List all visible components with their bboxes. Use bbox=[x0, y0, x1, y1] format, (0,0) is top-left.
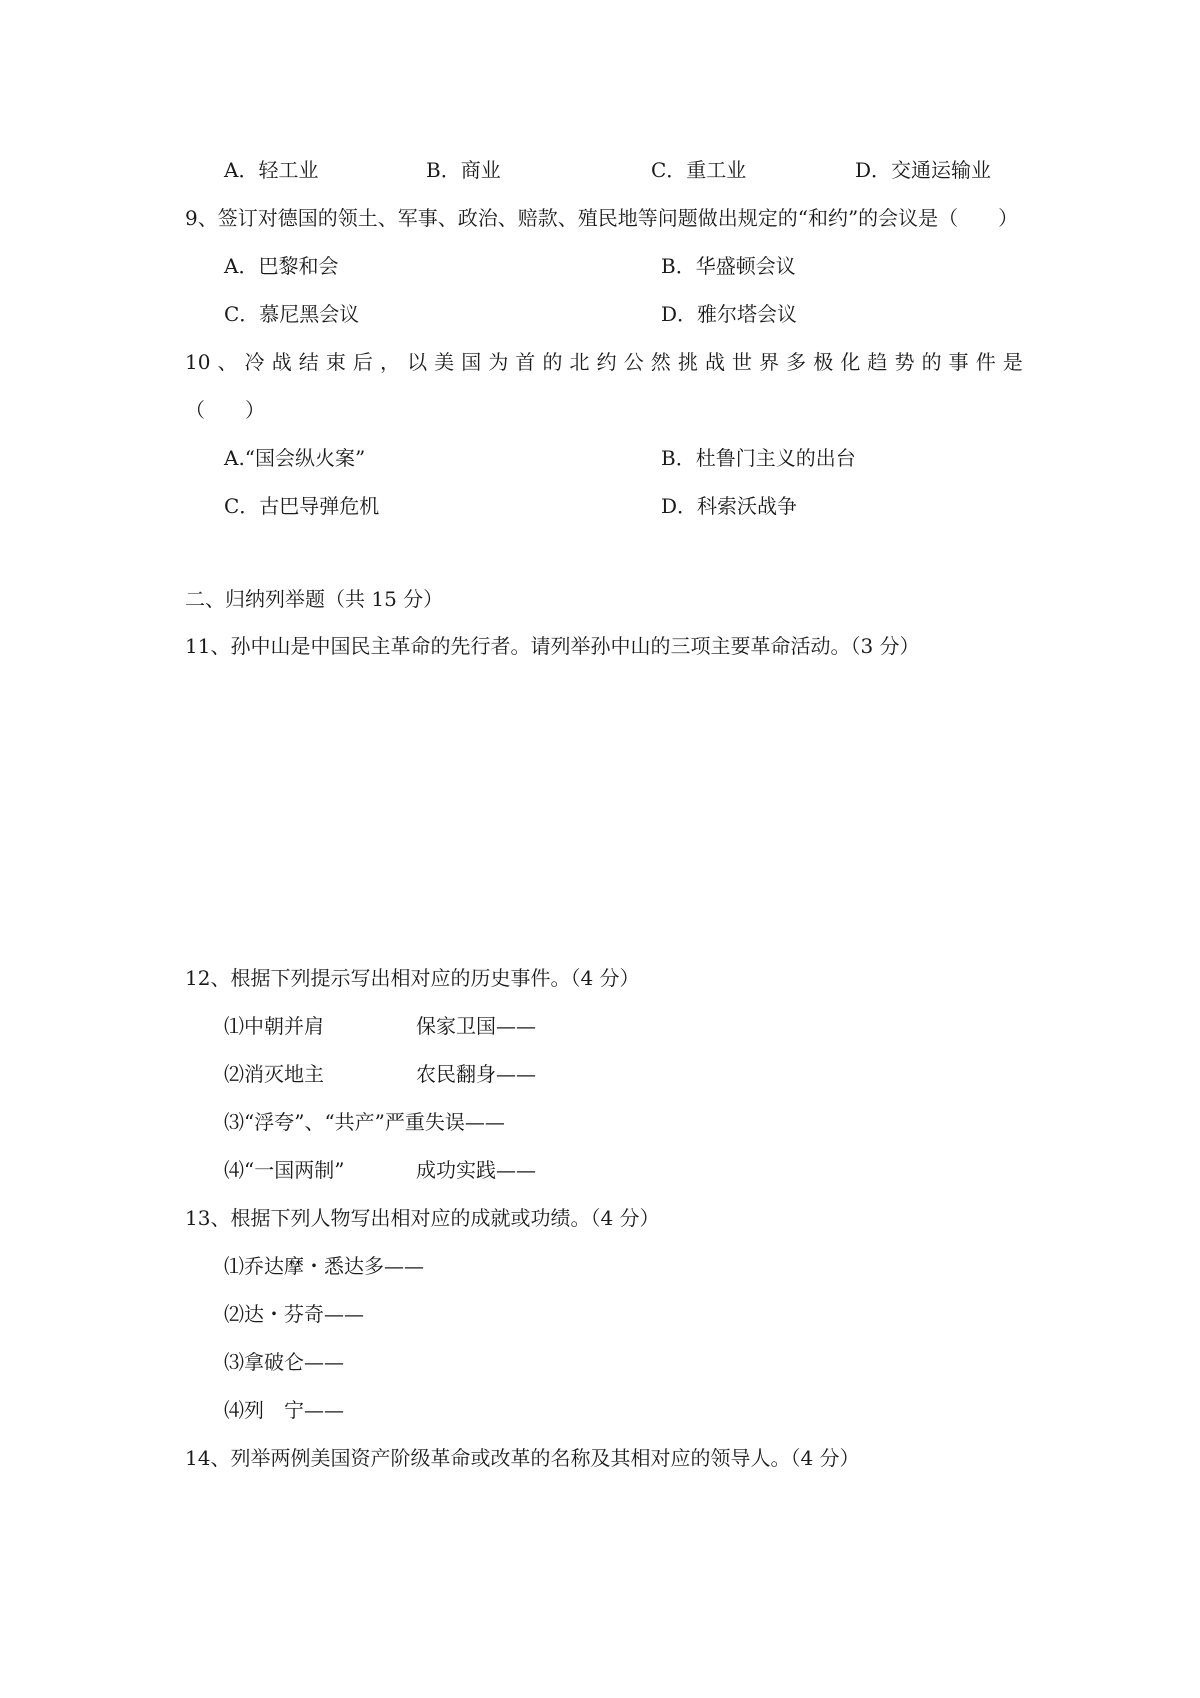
q13-item-3: ⑶拿破仑—— bbox=[224, 1350, 344, 1374]
q9-option-b: B．华盛顿会议 bbox=[661, 254, 796, 278]
q9-option-d: D．雅尔塔会议 bbox=[661, 302, 798, 326]
q14-stem: 14、列举两例美国资产阶级革命或改革的名称及其相对应的领导人。（4 分） bbox=[185, 1446, 860, 1470]
q12-item-2-right: 农民翻身—— bbox=[416, 1062, 536, 1086]
q9-option-a: A．巴黎和会 bbox=[224, 254, 339, 278]
q12-stem: 12、根据下列提示写出相对应的历史事件。（4 分） bbox=[185, 966, 640, 990]
q10-option-b: B．杜鲁门主义的出台 bbox=[661, 446, 856, 470]
q8-option-a: A．轻工业 bbox=[224, 158, 319, 182]
q10-option-c: C．古巴导弹危机 bbox=[224, 494, 380, 518]
q12-item-1-right: 保家卫国—— bbox=[416, 1014, 536, 1038]
q9-stem: 9、签订对德国的领土、军事、政治、赔款、殖民地等问题做出规定的“和约”的会议是（ ） bbox=[185, 206, 1019, 230]
q8-option-d: D．交通运输业 bbox=[855, 158, 992, 182]
q13-item-2: ⑵达・芬奇—— bbox=[224, 1302, 364, 1326]
q10-stem: 10 、 冷 战 结 束 后 ， 以 美 国 为 首 的 北 约 公 然 挑 战 世 界 多 极 化 趋 势 的 事 件 是 bbox=[185, 350, 1023, 374]
q10-option-d: D．科索沃战争 bbox=[661, 494, 798, 518]
q8-option-b: B．商业 bbox=[426, 158, 501, 182]
q10-answer-bracket: （ ） bbox=[185, 398, 265, 422]
q8-option-c: C．重工业 bbox=[651, 158, 747, 182]
q10-option-a: A.“国会纵火案” bbox=[224, 446, 366, 470]
q13-item-4: ⑷列 宁—— bbox=[224, 1398, 344, 1422]
q9-option-c: C．慕尼黑会议 bbox=[224, 302, 360, 326]
q12-item-1-left: ⑴中朝并肩 bbox=[224, 1014, 324, 1038]
q13-item-1: ⑴乔达摩・悉达多—— bbox=[224, 1254, 424, 1278]
q12-item-4-left: ⑷“一国两制” bbox=[224, 1158, 345, 1182]
q12-item-2-left: ⑵消灭地主 bbox=[224, 1062, 324, 1086]
q12-item-3: ⑶“浮夸”、“共产”严重失误—— bbox=[224, 1110, 505, 1134]
q13-stem: 13、根据下列人物写出相对应的成就或功绩。（4 分） bbox=[185, 1206, 660, 1230]
section-title: 二、归纳列举题（共 15 分） bbox=[185, 587, 444, 611]
q11-stem: 11、孙中山是中国民主革命的先行者。请列举孙中山的三项主要革命活动。（3 分） bbox=[185, 634, 920, 658]
q12-item-4-right: 成功实践—— bbox=[416, 1158, 536, 1182]
